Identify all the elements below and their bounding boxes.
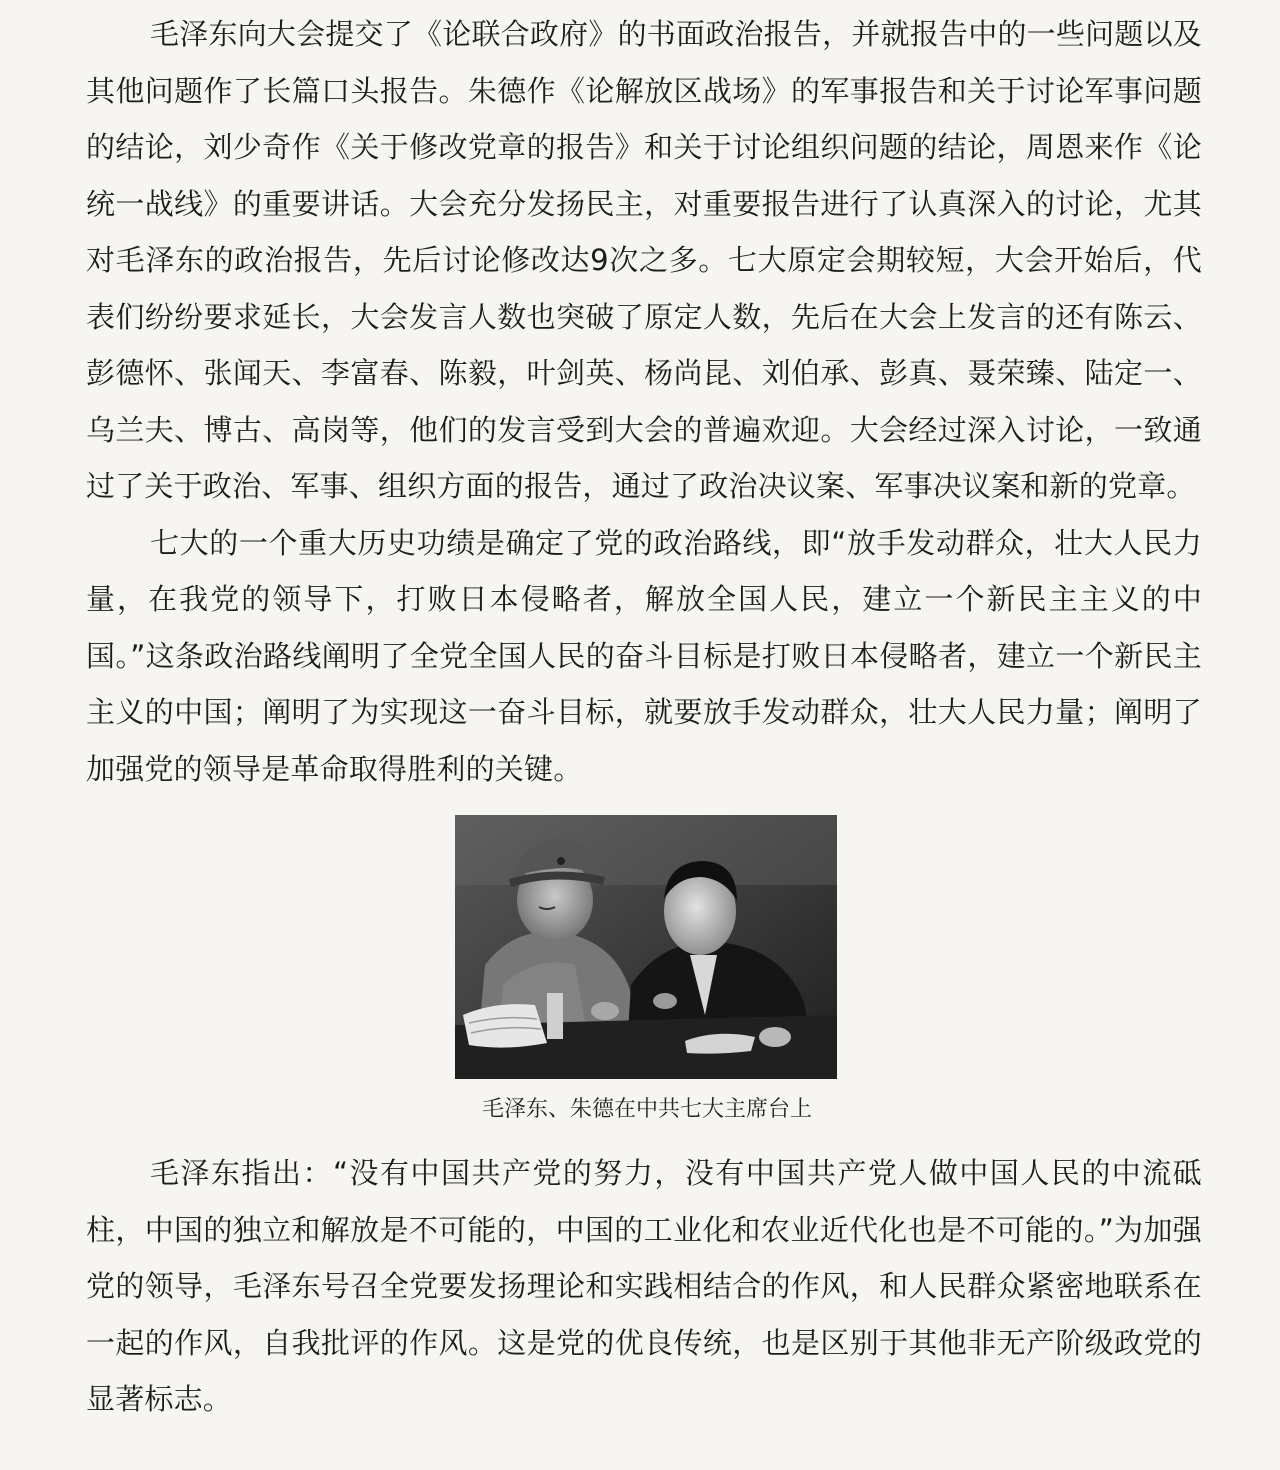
paragraph-political-line: 七大的一个重大历史功绩是确定了党的政治路线，即“放手发动群众，壮大人民力量，在我党的领导下，打败日本侵略者，解放全国人民，建立一个新民主主义的中国。”这条政治路线阐明了全党全国人民的奋斗目标是打败日本侵略者，建立一个新民主主义的中国；阐明了为实现这一奋斗目标，就要放手发动群众，壮大人民力量；阐明了加强党的领导是革命取得胜利的关键。 bbox=[86, 525, 1202, 786]
paragraph-congress-reports: 毛泽东向大会提交了《论联合政府》的书面政治报告，并就报告中的一些问题以及其他问题作了长篇口头报告。朱德作《论解放区战场》的军事报告和关于讨论军事问题的结论，刘少奇作《关于修改党章的报告》和关于讨论组织问题的结论，周恩来作《论统一战线》的重要讲话。大会充分发扬民主，对重要报告进行了认真深入的讨论，尤其对毛泽东的政治报告，先后讨论修改达9次之多。七大原定会期较短，大会开始后，代表们纷纷要求延长，大会发言人数也突破了原定人数，先后在大会上发言的还有陈云、彭德怀、张闻天、李富春、陈毅，叶剑英、杨尚昆、刘伯承、彭真、聂荣臻、陆定一、乌兰夫、博古、高岗等，他们的发言受到大会的普遍欢迎。大会经过深入讨论，一致通过了关于政治、军事、组织方面的报告，通过了政治决议案、军事决议案和新的党章。 bbox=[86, 17, 1202, 503]
photo-caption: 毛泽东、朱德在中共七大主席台上 bbox=[481, 1097, 812, 1122]
photo-figure bbox=[86, 815, 1202, 1127]
paragraph-party-leadership: 毛泽东指出：“没有中国共产党的努力，没有中国共产党人做中国人民的中流砥柱，中国的独立和解放是不可能的，中国的工业化和农业近代化也是不可能的。”为加强党的领导，毛泽东号召全党要发扬理论和实践相结合的作风，和人民群众紧密地联系在一起的作风，自我批评的作风。这是党的优良传统，也是区别于其他非无产阶级政党的显著标志。 bbox=[86, 1156, 1202, 1416]
historical-photo bbox=[455, 815, 837, 1079]
